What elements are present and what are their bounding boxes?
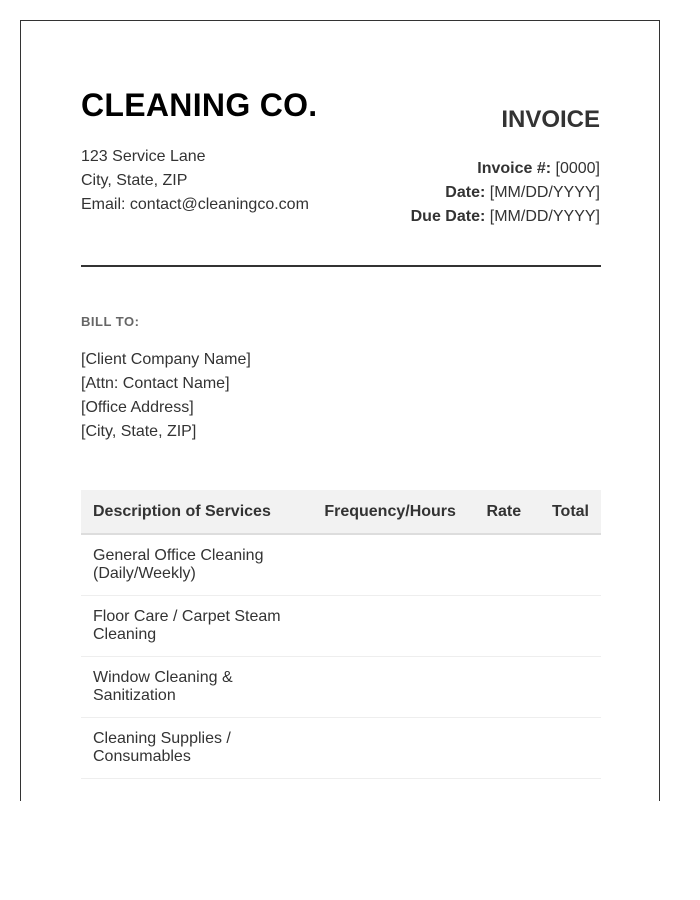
service-frequency (295, 596, 468, 657)
company-address: 123 Service Lane (81, 148, 206, 165)
bill-to-attn: [Attn: Contact Name] (81, 375, 230, 392)
invoice-page (20, 20, 660, 801)
invoice-number-value: [0000] (555, 160, 600, 177)
service-description: Window Cleaning & Sanitization (81, 657, 295, 718)
services-table (81, 490, 601, 779)
invoice-title: INVOICE (501, 106, 600, 133)
service-total (533, 596, 601, 657)
bill-to-address: [Office Address] (81, 399, 194, 416)
table-row (81, 718, 601, 779)
table-row (81, 596, 601, 657)
bill-to-block (81, 348, 251, 444)
invoice-date-label: Date: (445, 184, 486, 201)
service-total (533, 534, 601, 596)
header-frequency: Frequency/Hours (295, 490, 468, 534)
service-description: Floor Care / Carpet Steam Cleaning (81, 596, 295, 657)
bill-to-label: BILL TO: (81, 314, 140, 329)
company-city-state-zip: City, State, ZIP (81, 172, 188, 189)
service-description: Cleaning Supplies / Consumables (81, 718, 295, 779)
header-description: Description of Services (81, 490, 295, 534)
invoice-date-value: [MM/DD/YYYY] (489, 184, 600, 201)
header-total: Total (533, 490, 601, 534)
company-name: CLEANING CO. (81, 87, 318, 123)
service-description: General Office Cleaning (Daily/Weekly) (81, 534, 295, 596)
bill-to-city-state-zip: [City, State, ZIP] (81, 423, 197, 440)
table-header-row (81, 490, 601, 534)
invoice-due-date-value: [MM/DD/YYYY] (489, 208, 600, 225)
invoice-number-row (411, 157, 600, 181)
service-rate (468, 718, 533, 779)
invoice-meta (411, 157, 600, 229)
invoice-due-date-row (411, 205, 600, 229)
header-divider (81, 265, 601, 267)
service-total (533, 657, 601, 718)
company-email: Email: contact@cleaningco.com (81, 196, 309, 213)
invoice-date-row (411, 181, 600, 205)
service-frequency (295, 657, 468, 718)
header-rate: Rate (468, 490, 533, 534)
service-frequency (295, 534, 468, 596)
bill-to-company: [Client Company Name] (81, 351, 251, 368)
table-row (81, 657, 601, 718)
invoice-number-label: Invoice #: (477, 160, 552, 177)
invoice-due-date-label: Due Date: (410, 208, 486, 225)
service-rate (468, 596, 533, 657)
company-info (81, 145, 309, 217)
service-rate (468, 534, 533, 596)
service-frequency (295, 718, 468, 779)
service-rate (468, 657, 533, 718)
service-total (533, 718, 601, 779)
table-row (81, 534, 601, 596)
